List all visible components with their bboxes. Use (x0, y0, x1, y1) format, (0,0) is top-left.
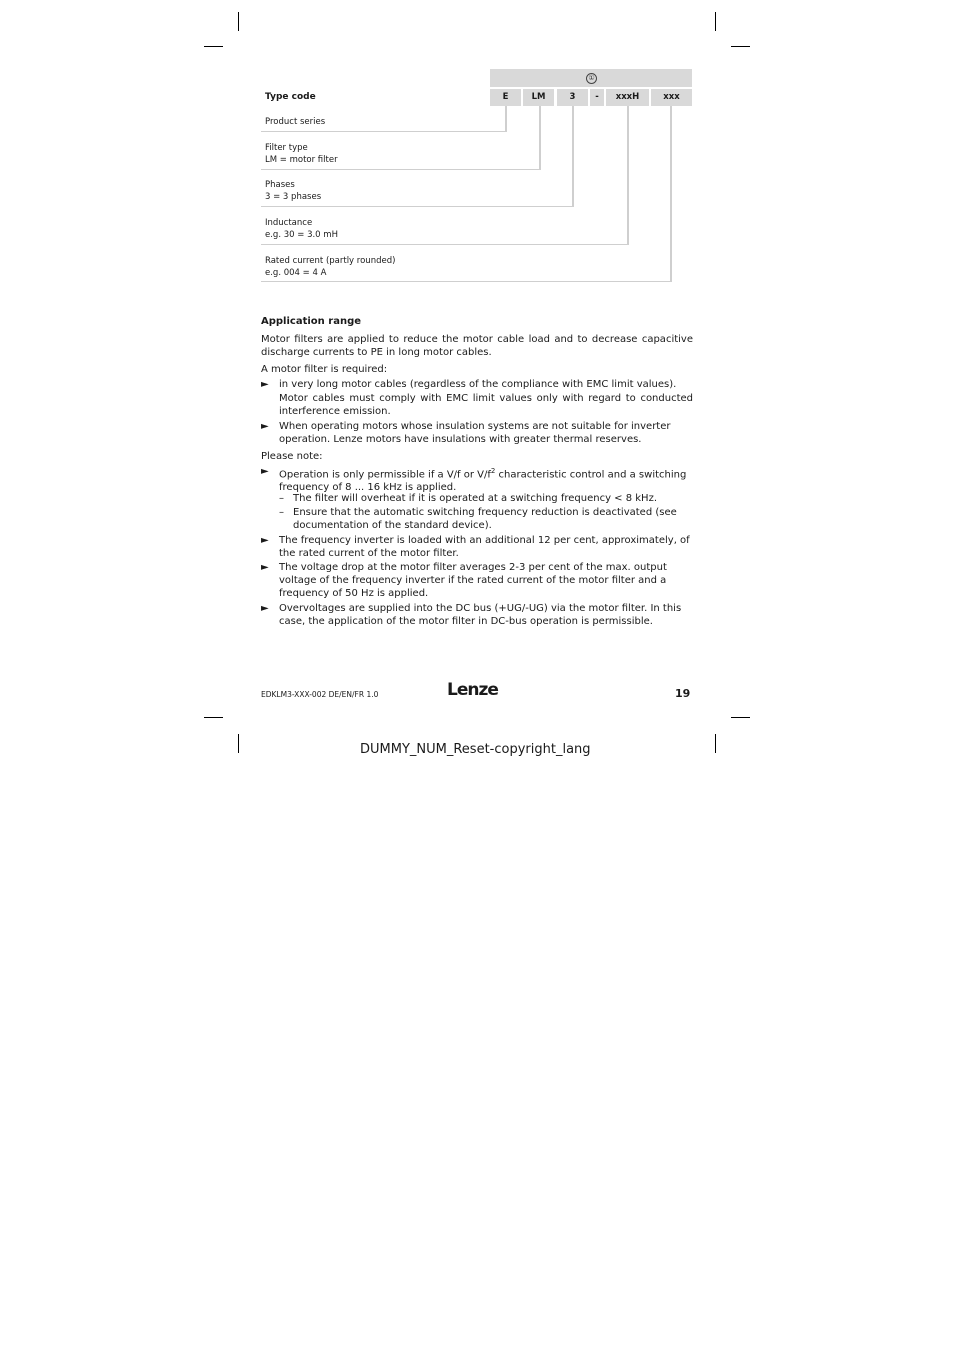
row-value: 3 = 3 phases (265, 191, 322, 202)
row-label: Product series (265, 117, 326, 127)
lenze-logo: Lenze (447, 680, 498, 700)
sub-list-item: Ensure that the automatic switching frequency reduction is deactivated (see documentation of the standard device). (293, 507, 677, 531)
list-item: When operating motors whose insulation systems are not suitable for inverter operation. Lenze motors have insulations with greater thermal reserves. (279, 421, 671, 445)
type-code-row (261, 218, 628, 245)
row-value: e.g. 004 = 4 A (265, 267, 327, 278)
crop-mark (715, 734, 716, 753)
document-id: EDKLM3-XXX-002 DE/EN/FR 1.0 (261, 690, 379, 699)
type-code-row (261, 256, 671, 282)
section-heading: Application range (261, 316, 362, 327)
type-code-row (261, 180, 573, 207)
list-item: Overvoltages are supplied into the DC bus (+UG/-UG) via the motor filter. In this case, the application of the motor filter in DC-bus operation is permissible. (279, 603, 682, 627)
bullet-arrow-icon: ► (261, 535, 269, 546)
crop-mark (731, 46, 750, 47)
bullet-arrow-icon: ► (261, 562, 269, 573)
dash-marker: – (279, 493, 284, 504)
list-item: The voltage drop at the motor filter averages 2-3 per cent of the max. output voltage of the frequency inverter if the rated current of the motor filter and a frequency of 50 Hz is applied. (279, 562, 667, 599)
intro-paragraph: Motor filters are applied to reduce the motor cable load and to decrease capacitive discharge currents to PE in long motor cables. (261, 334, 693, 358)
page-number: 19 (675, 687, 691, 700)
type-code-row (261, 143, 540, 170)
dash-marker: – (279, 507, 284, 518)
bullet-arrow-icon: ► (261, 379, 269, 390)
circled-one-symbol: ① (586, 73, 597, 84)
row-label: Rated current (partly rounded) (265, 256, 396, 266)
type-code-cell: xxxH (606, 89, 649, 106)
row-label: Phases (265, 180, 295, 190)
crop-mark (204, 46, 223, 47)
dummy-text: DUMMY_NUM_Reset-copyright_lang (360, 742, 591, 757)
type-code-cell: E (490, 89, 521, 106)
crop-mark (731, 717, 750, 718)
list-item: Operation is only permissible if a V/f or $V/f^2$ characteristic control and a switching frequency of 8 ... 16 kHz is applied. (279, 467, 687, 494)
crop-mark (204, 717, 223, 718)
list-item: in very long motor cables (regardless of the compliance with EMC limit values). (279, 379, 677, 390)
note-label: Please note: (261, 451, 323, 462)
bullet-arrow-icon: ► (261, 421, 269, 432)
type-code-title: Type code (265, 92, 316, 102)
row-label: Filter type (265, 143, 308, 153)
crop-mark (715, 12, 716, 31)
type-code-cell: xxx (651, 89, 692, 106)
row-value: LM = motor filter (265, 154, 338, 165)
list-item: The frequency inverter is loaded with an additional 12 per cent, approximately, of the rated current of the motor filter. (279, 535, 690, 559)
bullet-arrow-icon: ► (261, 466, 269, 477)
row-value: e.g. 30 = 3.0 mH (265, 229, 338, 240)
crop-mark (238, 734, 239, 753)
type-code-cell: - (590, 89, 604, 106)
row-label: Inductance (265, 218, 313, 228)
type-code-cell: 3 (557, 89, 588, 106)
crop-mark (238, 12, 239, 31)
list-item-detail: Motor cables must comply with EMC limit values only with regard to conducted interference emission. (279, 393, 693, 417)
sub-list-item: The filter will overheat if it is operated at a switching frequency < 8 kHz. (293, 493, 658, 504)
required-label: A motor filter is required: (261, 364, 388, 375)
type-code-cell: LM (523, 89, 554, 106)
bullet-arrow-icon: ► (261, 603, 269, 614)
type-code-row (261, 117, 507, 132)
